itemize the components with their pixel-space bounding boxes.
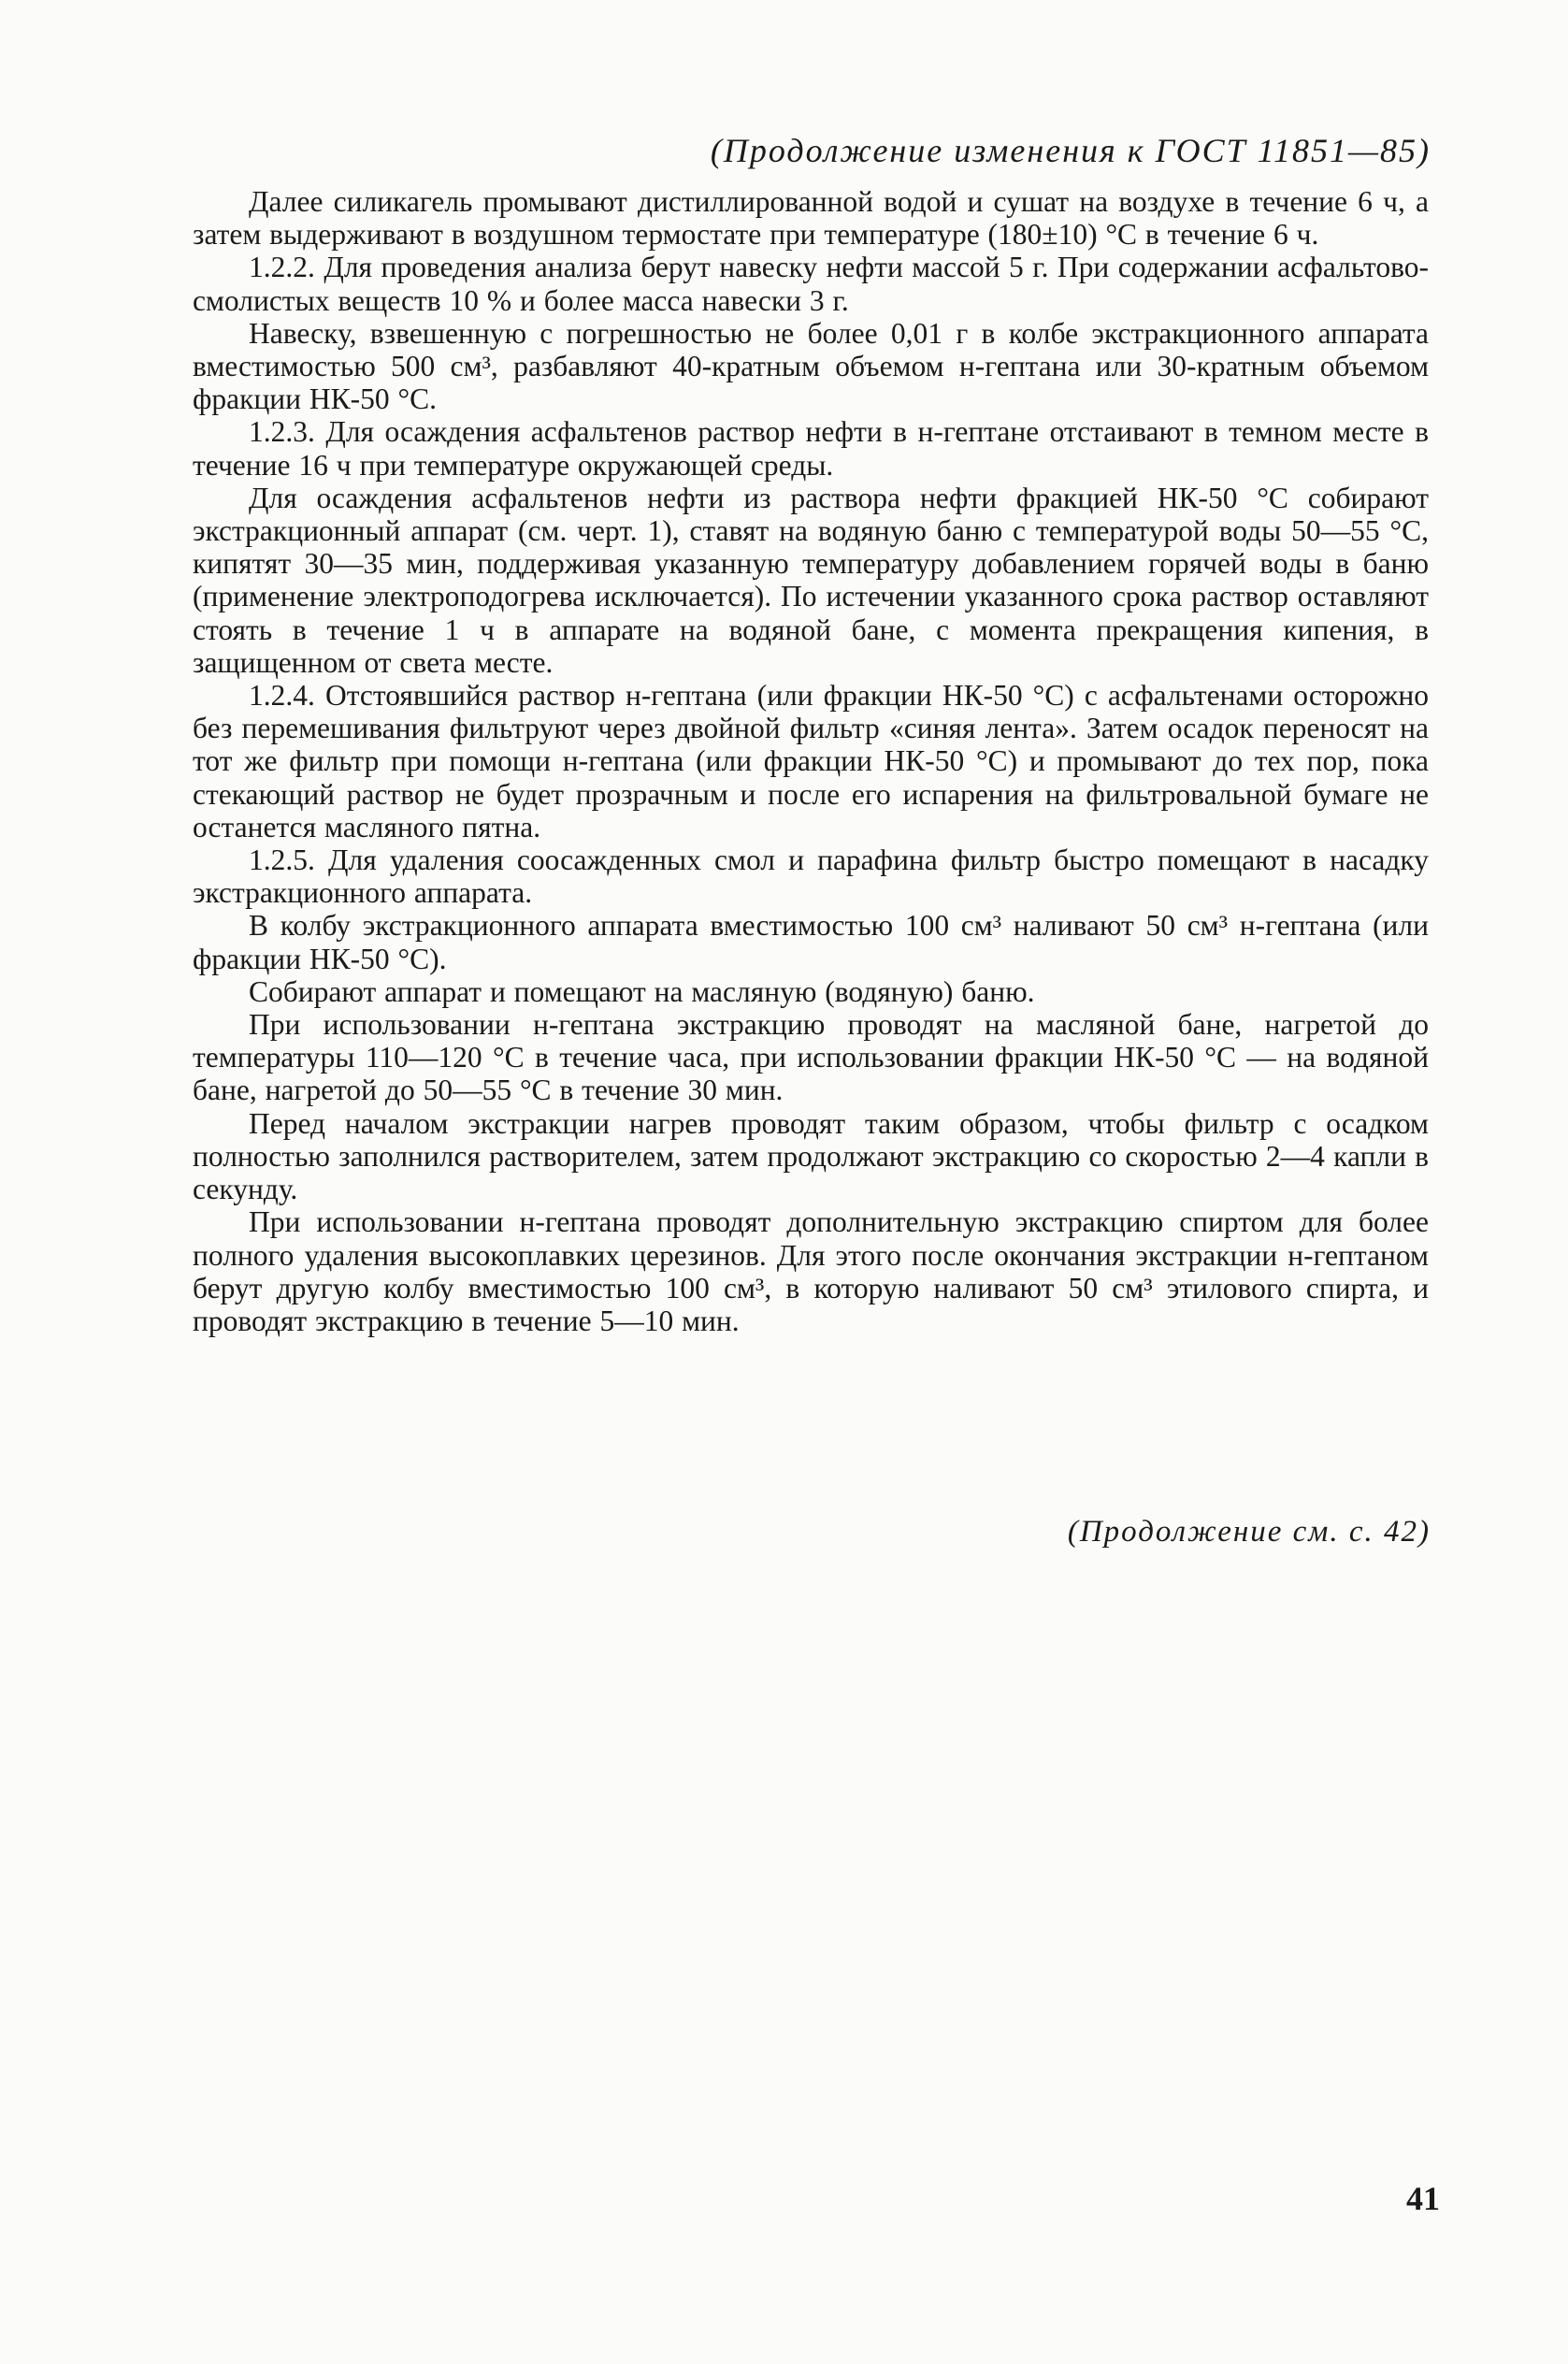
running-header: (Продолжение изменения к ГОСТ 11851—85) [710, 132, 1431, 169]
paragraph: В колбу экстракционного аппарата вместимостью 100 см³ наливают 50 см³ н-гептана (или фракции НК-50 °С). [193, 909, 1429, 975]
continuation-note: (Продолжение см. с. 42) [1067, 1515, 1431, 1549]
page-number: 41 [1406, 2180, 1440, 2217]
paragraph: Перед началом экстракции нагрев проводят таким образом, чтобы фильтр с осадком полностью заполнился растворителем, затем продолжают экстракцию со скоростью 2—4 капли в секунду. [193, 1106, 1429, 1206]
body-text [193, 185, 1429, 1337]
paragraph: 1.2.3. Для осаждения асфальтенов раствор нефти в н-гептане отстаивают в темном месте в течение 16 ч при температуре окружающей среды. [193, 415, 1429, 482]
paragraph: Навеску, взвешенную с погрешностью не более 0,01 г в колбе экстракционного аппарата вместимостью 500 см³, разбавляют 40-кратным объемом н-гептана или 30-кратным объемом фракции НК-50 °С. [193, 316, 1429, 416]
paragraph: При использовании н-гептана проводят дополнительную экстракцию спиртом для более полного удаления высокоплавких церезинов. Для этого после окончания экстракции н-гептаном берут другую колбу вместимостью 100 см³, в которую наливают 50 см³ этилового спирта, и проводят экстракцию в течение 5—10 мин. [193, 1205, 1429, 1337]
paragraph: При использовании н-гептана экстракцию проводят на масляной бане, нагретой до температуры 110—120 °С в течение часа, при использовании фракции НК-50 °С — на водяной бане, нагретой до 50—55 °С в течение 30 мин. [193, 1008, 1429, 1107]
paragraph: 1.2.5. Для удаления соосажденных смол и парафина фильтр быстро помещают в насадку экстракционного аппарата. [193, 843, 1429, 910]
paragraph: 1.2.2. Для проведения анализа берут навеску нефти массой 5 г. При содержании асфальтово-смолистых веществ 10 % и более масса навески 3 г. [193, 251, 1429, 317]
paragraph: Для осаждения асфальтенов нефти из раствора нефти фракцией НК-50 °С собирают экстракционный аппарат (см. черт. 1), ставят на водяную баню с температурой воды 50—55 °С, кипятят 30—35 мин, поддерживая указанную температуру добавлением горячей воды в баню (применение электроподогрева исключается). По истечении указанного срока раствор оставляют стоять в течение 1 ч в аппарате на водяной бане, с момента прекращения кипения, в защищенном от света месте. [193, 481, 1429, 679]
paragraph: Собирают аппарат и помещают на масляную (водяную) баню. [249, 974, 1035, 1008]
paragraph: Далее силикагель промывают дистиллированной водой и сушат на воздухе в течение 6 ч, а затем выдерживают в воздушном термостате при температуре (180±10) °С в течение 6 ч. [193, 185, 1429, 252]
paragraph: 1.2.4. Отстоявшийся раствор н-гептана (или фракции НК-50 °С) с асфальтенами осторожно без перемешивания фильтруют через двойной фильтр «синяя лента». Затем осадок переносят на тот же фильтр при помощи н-гептана (или фракции НК-50 °С) и промывают до тех пор, пока стекающий раствор не будет прозрачным и после его испарения на фильтровальной бумаге не останется масляного пятна. [193, 679, 1429, 843]
